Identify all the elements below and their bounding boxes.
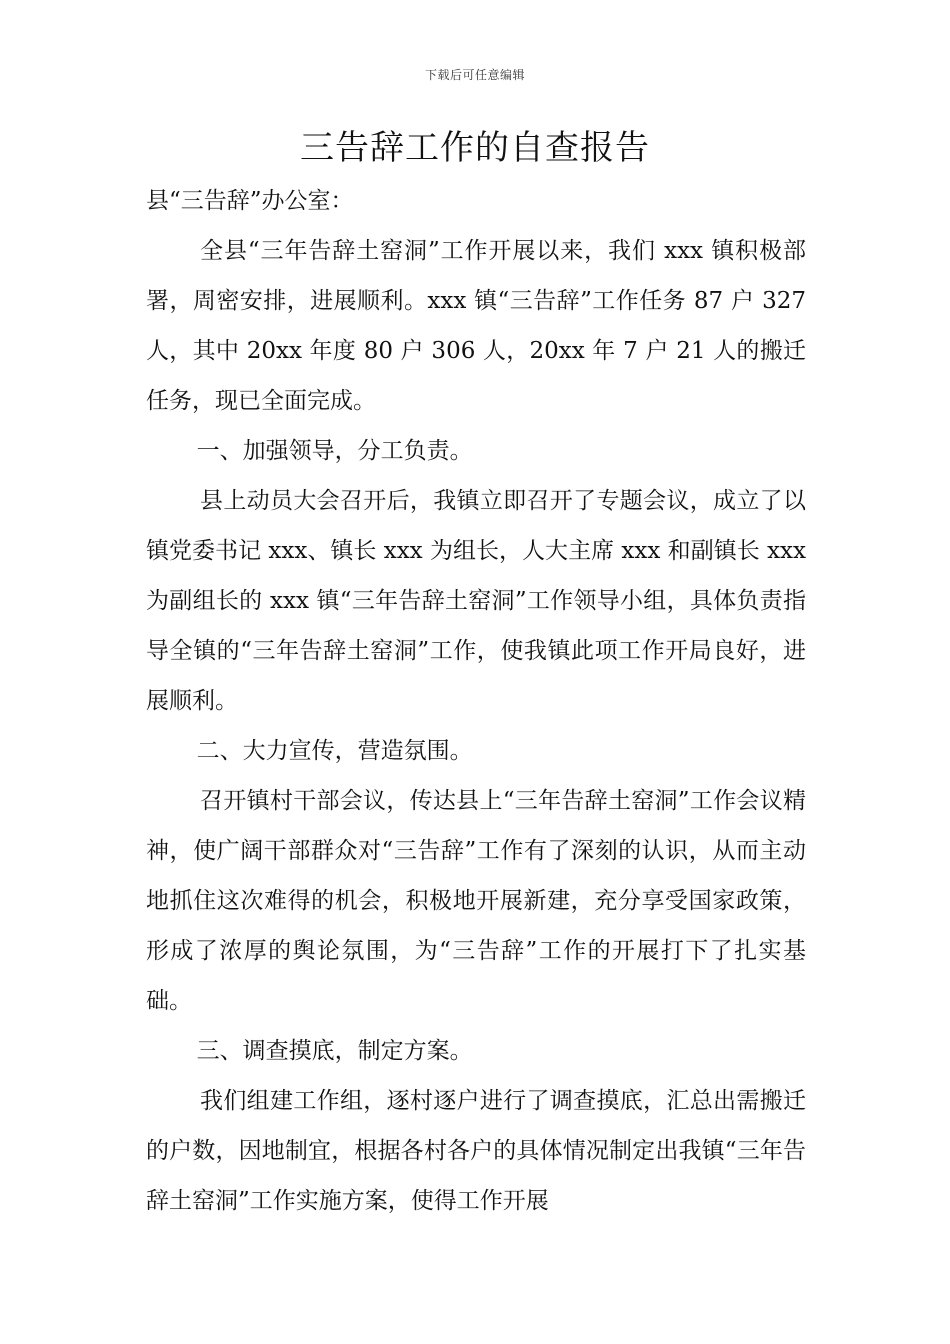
salutation: 县“三告辞”办公室： [146,188,354,214]
document-title: 三告辞工作的自查报告 [300,128,650,168]
paragraph-intro: 全县“三年告辞土窑洞”工作开展以来，我们 xxx 镇积极部署，周密安排，进展顺利。xxx 镇“三告辞”工作任务 87 户 327 人，其中 20xx 年度 80 户 306 人，20xx 年 7 户 21 人的搬迁任务，现已全面完成。 [146,238,806,414]
paragraph-section-3: 我们组建工作组，逐村逐户进行了调查摸底，汇总出需搬迁的户数，因地制宜，根据各村各户的具体情况制定出我镇“三年告辞土窑洞”工作实施方案，使得工作开展 [146,1088,806,1214]
section-heading-2: 二、大力宣传，营造氛围。 [196,738,473,764]
header-note: 下载后可任意编辑 [424,68,525,82]
section-heading-3: 三、调查摸底，制定方案。 [196,1038,473,1064]
paragraph-section-1: 县上动员大会召开后，我镇立即召开了专题会议，成立了以镇党委书记 xxx、镇长 xxx 为组长，人大主席 xxx 和副镇长 xxx 为副组长的 xxx 镇“三年告辞土窑洞”工作领导小组，具体负责指导全镇的“三年告辞土窑洞”工作，使我镇此项工作开局良好，进展顺利。 [146,488,806,714]
paragraph-section-2: 召开镇村干部会议，传达县上“三年告辞土窑洞”工作会议精神，使广阔干部群众对“三告辞”工作有了深刻的认识，从而主动地抓住这次难得的机会，积极地开展新建，充分享受国家政策，形成了浓厚的舆论氛围，为“三告辞”工作的开展打下了扎实基础。 [146,788,806,1014]
document-body [146,176,806,1226]
section-heading-1: 一、加强领导，分工负责。 [196,438,473,464]
